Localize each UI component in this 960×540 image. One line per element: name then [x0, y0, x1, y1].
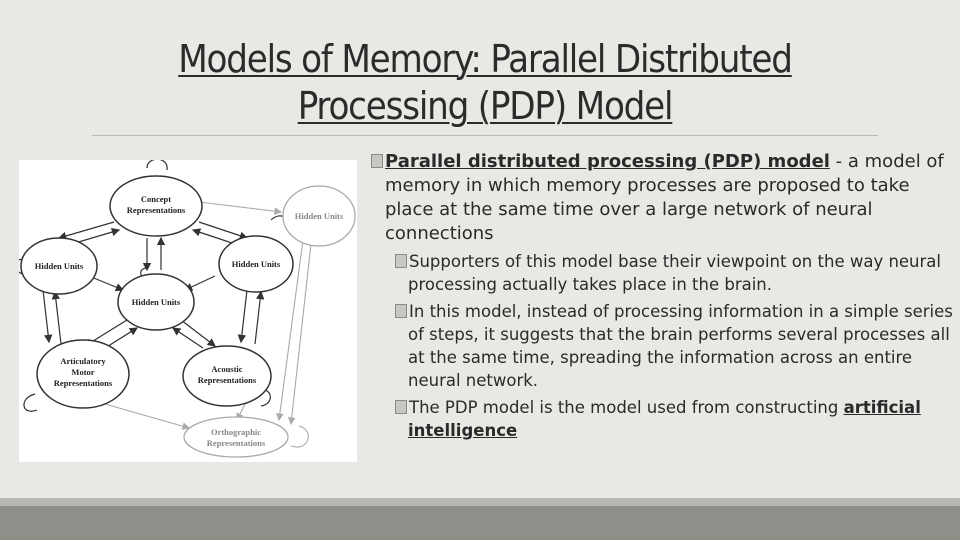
hidden-center-label: Hidden Units [131, 297, 181, 307]
articulatory-label-3: Representations [53, 378, 113, 388]
loop-concept [147, 160, 167, 170]
orthographic-label-2: Representations [206, 438, 266, 448]
title-line-2: Processing (PDP) Model [297, 84, 673, 128]
hidden-right-label: Hidden Units [231, 259, 281, 269]
pdp-diagram-svg [19, 160, 357, 462]
bullet-main [370, 150, 960, 246]
acoustic-label-2: Representations [197, 375, 257, 385]
orthographic-label-1: Orthographic [210, 427, 262, 437]
sub3-text: The PDP model is the model used from constructing [409, 398, 844, 417]
bullet-content [370, 150, 960, 442]
footer-band-light [0, 498, 960, 506]
bullet-sub-1 [370, 250, 960, 296]
concept-label-1: Concept [140, 194, 172, 204]
bullet-sub-3 [370, 396, 960, 442]
artificial-intelligence-link[interactable]: artificial intelligence [408, 398, 921, 440]
acoustic-label-1: Acoustic [211, 364, 243, 374]
title-line-1: Models of Memory: Parallel Distributed [178, 37, 792, 81]
concept-label-2: Representations [126, 205, 186, 215]
bullet-icon [395, 400, 407, 414]
sub2-text: In this model, instead of processing information in a simple series of steps, it suggests that the brain performs several processes all at the same time, spreading the information across an entire neural network. [408, 302, 953, 390]
sub1-text: Supporters of this model base their viewpoint on the way neural processing actually takes place in the brain. [408, 252, 941, 294]
pdp-definition: - a model of memory in which memory processes are proposed to take place at the same time over a large network of neural connections [385, 151, 944, 244]
bullet-icon [395, 254, 407, 268]
orthographic-node [184, 417, 288, 457]
pdp-model-diagram [19, 160, 357, 462]
bullet-sub-2 [370, 300, 960, 392]
footer-band-dark [0, 506, 960, 540]
bullet-icon [395, 304, 407, 318]
pdp-term: Parallel distributed processing (PDP) model [385, 151, 830, 172]
title-divider [92, 135, 878, 136]
articulatory-label-1: Articulatory [60, 356, 106, 366]
loop-articulatory [24, 394, 37, 411]
hidden-top-label: Hidden Units [294, 211, 344, 221]
hidden-left-label: Hidden Units [34, 261, 84, 271]
bullet-icon [371, 154, 383, 168]
articulatory-label-2: Motor [71, 367, 95, 377]
slide-title [60, 36, 910, 130]
